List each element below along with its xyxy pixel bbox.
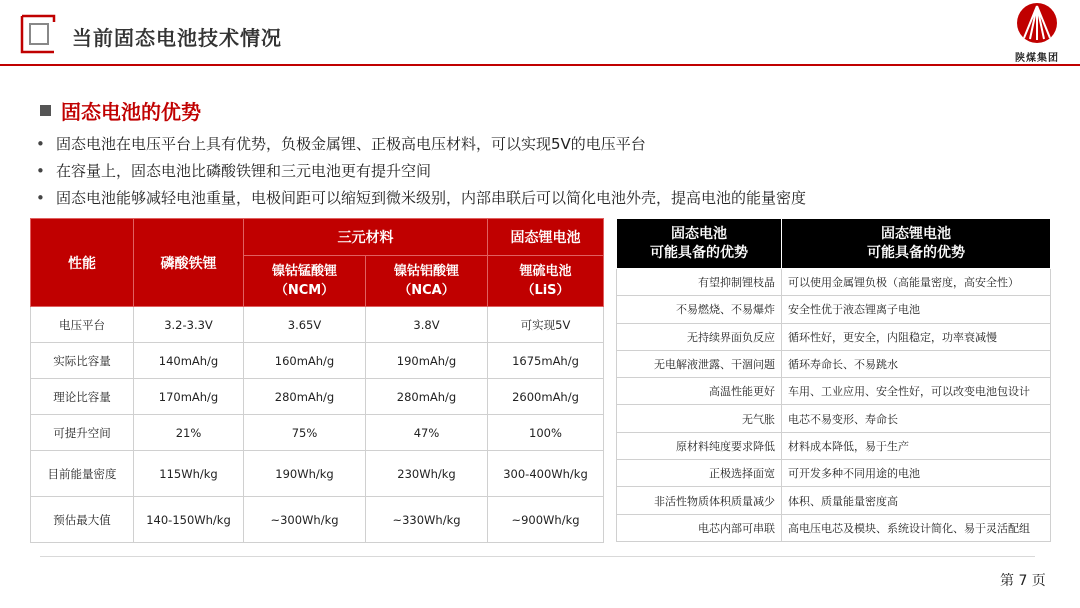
table-row: 无气胀 电芯不易变形、寿命长 xyxy=(617,405,1051,432)
table-row: 实际比容量 140mAh/g 160mAh/g 190mAh/g 1675mAh/g xyxy=(31,343,604,379)
bullet-list xyxy=(36,131,806,212)
solid-state-advantages-table xyxy=(616,218,1051,542)
section-title-text: 固态电池的优势 xyxy=(61,100,201,124)
bullet-dot-icon: • xyxy=(36,189,45,207)
table-row: 目前能量密度 115Wh/kg 190Wh/kg 230Wh/kg 300-400Wh/kg xyxy=(31,451,604,497)
section-title xyxy=(40,96,201,125)
header-nca: 镍钴铝酸锂 （NCA） xyxy=(366,256,488,307)
header-ncm: 镍钴锰酸锂 （NCM） xyxy=(244,256,366,307)
battery-comparison-table xyxy=(30,218,604,543)
bullet-item: • 固态电池能够减轻电池重量，电极间距可以缩短到微米级别，内部串联后可以简化电池外壳，提高电池的能量密度 xyxy=(36,185,806,212)
corner-bracket-logo-icon xyxy=(20,14,60,54)
table-row: 高温性能更好 车用、工业应用、安全性好，可以改变电池包设计 xyxy=(617,378,1051,405)
table-row: 原材料纯度要求降低 材料成本降低，易于生产 xyxy=(617,432,1051,459)
table-row: 无电解液泄露、干涸问题 循环寿命长、不易跳水 xyxy=(617,350,1051,377)
square-bullet-icon xyxy=(40,105,51,116)
brand-name: 陕煤集团 xyxy=(1015,53,1059,64)
brand-emblem-icon xyxy=(1014,2,1060,44)
header-solid-state-group: 固态锂电池 xyxy=(488,219,604,256)
bullet-item: • 在容量上，固态电池比磷酸铁锂和三元电池更有提升空间 xyxy=(36,158,806,185)
table-row: 电芯内部可串联 高电压电芯及模块、系统设计简化、易于灵活配组 xyxy=(617,514,1051,541)
table-row: 预估最大值 140-150Wh/kg ~300Wh/kg ~330Wh/kg ~900Wh/kg xyxy=(31,497,604,543)
brand-logo xyxy=(1002,2,1072,62)
page-number: 第 7 页 xyxy=(1000,573,1046,589)
header-divider xyxy=(0,64,1080,66)
table-row: 不易燃烧、不易爆炸 安全性优于液态锂离子电池 xyxy=(617,296,1051,323)
footer-divider xyxy=(40,556,1035,557)
header-ternary-group: 三元材料 xyxy=(244,219,488,256)
table-row: 正极选择面宽 可开发多种不同用途的电池 xyxy=(617,460,1051,487)
table-row: 有望抑制锂枝晶 可以使用金属锂负极（高能量密度，高安全性） xyxy=(617,269,1051,296)
header-solid-lithium-advantages: 固态锂电池 可能具备的优势 xyxy=(782,219,1051,269)
table-row: 可提升空间 21% 75% 47% 100% xyxy=(31,415,604,451)
header-solid-state-advantages: 固态电池 可能具备的优势 xyxy=(617,219,782,269)
page-title: 当前固态电池技术情况 xyxy=(72,26,282,50)
table-row: 无持续界面负反应 循环性好，更安全，内阻稳定，功率衰减慢 xyxy=(617,323,1051,350)
header-performance: 性能 xyxy=(31,219,134,307)
header-lfp: 磷酸铁锂 xyxy=(134,219,244,307)
table-row: 理论比容量 170mAh/g 280mAh/g 280mAh/g 2600mAh/g xyxy=(31,379,604,415)
bullet-dot-icon: • xyxy=(36,135,45,153)
table-row: 非活性物质体积质量减少 体积、质量能量密度高 xyxy=(617,487,1051,514)
bullet-item: • 固态电池在电压平台上具有优势，负极金属锂、正极高电压材料，可以实现5V的电压平台 xyxy=(36,131,806,158)
header-lis: 锂硫电池 （LiS） xyxy=(488,256,604,307)
table-row: 电压平台 3.2-3.3V 3.65V 3.8V 可实现5V xyxy=(31,307,604,343)
bullet-dot-icon: • xyxy=(36,162,45,180)
